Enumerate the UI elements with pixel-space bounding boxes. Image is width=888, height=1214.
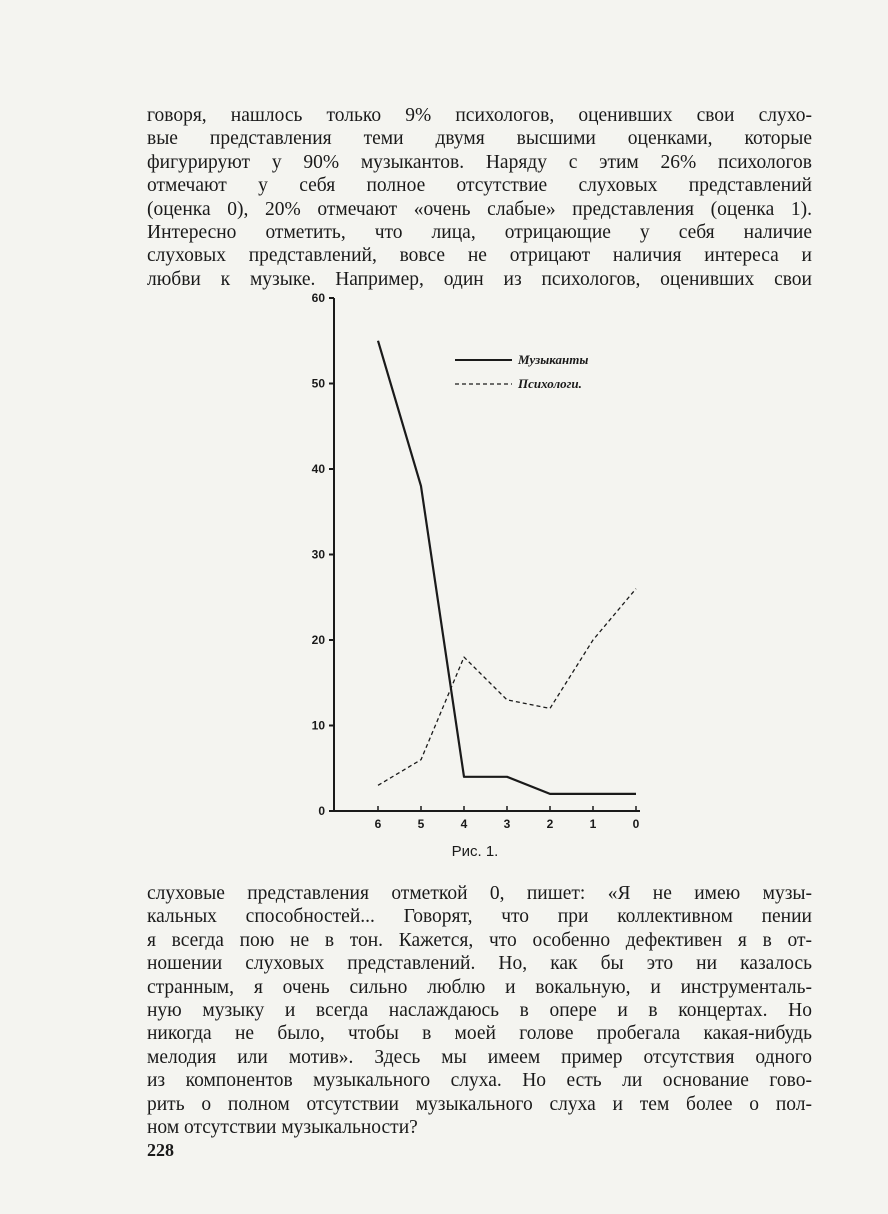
text-line: я всегда пою не в тон. Кажется, что особенно дефективен я в от- <box>147 929 812 951</box>
y-tick-label: 10 <box>311 718 325 733</box>
text-line: говоря, нашлось только 9% психологов, оценивших свои слухо- <box>147 105 812 126</box>
text-line: никогда не было, чтобы в моей голове пробегала какая-нибудь <box>147 1023 812 1045</box>
paragraph-bottom <box>147 882 812 1139</box>
text-line: ном отсутствии музыкальности? <box>147 1117 418 1139</box>
text-line: вые представления теми двумя высшими оценками, которые <box>147 128 812 150</box>
y-tick-label: 50 <box>311 376 325 391</box>
text-line: ношении слуховых представлений. Но, как бы это ни казалось <box>147 953 812 975</box>
series-line-0 <box>378 341 636 794</box>
y-tick-label: 60 <box>311 291 325 305</box>
figure-chart <box>300 288 660 843</box>
text-line: слуховые представления отметкой 0, пишет: «Я не имею музы- <box>147 883 812 904</box>
legend-label: Психологи. <box>518 376 582 391</box>
x-tick-label: 5 <box>417 817 425 831</box>
text-line: рить о полном отсутствии музыкального слуха и тем более о пол- <box>147 1093 812 1115</box>
text-line: кальных способностей... Говорят, что при коллективном пении <box>147 906 812 928</box>
y-tick-label: 20 <box>311 633 325 647</box>
legend-label: Музыканты <box>518 352 589 367</box>
y-tick-label: 0 <box>318 804 325 818</box>
figure-caption: Рис. 1. <box>451 843 499 860</box>
text-line: из компонентов музыкального слуха. Но есть ли основание гово- <box>147 1070 812 1092</box>
text-line: слуховых представлений, вовсе не отрицают наличия интереса и <box>147 245 812 267</box>
page-number: 228 <box>147 1140 174 1160</box>
y-tick-label: 40 <box>311 462 325 476</box>
x-tick-label: 2 <box>546 817 554 831</box>
text-line: фигурируют у 90% музыкантов. Наряду с этим 26% психологов <box>147 151 812 173</box>
y-tick-label: 30 <box>311 547 325 562</box>
paragraph-top <box>147 104 812 291</box>
series-line-1 <box>378 589 636 786</box>
x-tick-label: 1 <box>589 817 597 831</box>
x-tick-label: 0 <box>632 817 640 831</box>
text-line: Интересно отметить, что лица, отрицающие у себя наличие <box>147 222 812 244</box>
text-line: мелодия или мотив». Здесь мы имеем пример отсутствия одного <box>147 1046 812 1068</box>
text-line: странным, я очень сильно люблю и вокальную, и инструменталь- <box>147 976 812 998</box>
x-tick-label: 3 <box>503 817 511 831</box>
text-line: любви к музыке. Например, один из психологов, оценивших свои <box>147 268 812 290</box>
line-chart <box>300 288 660 838</box>
x-tick-label: 6 <box>374 817 382 831</box>
x-tick-label: 4 <box>460 817 468 831</box>
text-line: (оценка 0), 20% отмечают «очень слабые» представления (оценка 1). <box>147 198 812 220</box>
text-line: ную музыку и всегда наслаждаюсь в опере и в концертах. Но <box>147 1000 812 1022</box>
text-line: отмечают у себя полное отсутствие слуховых представлений <box>147 175 812 197</box>
